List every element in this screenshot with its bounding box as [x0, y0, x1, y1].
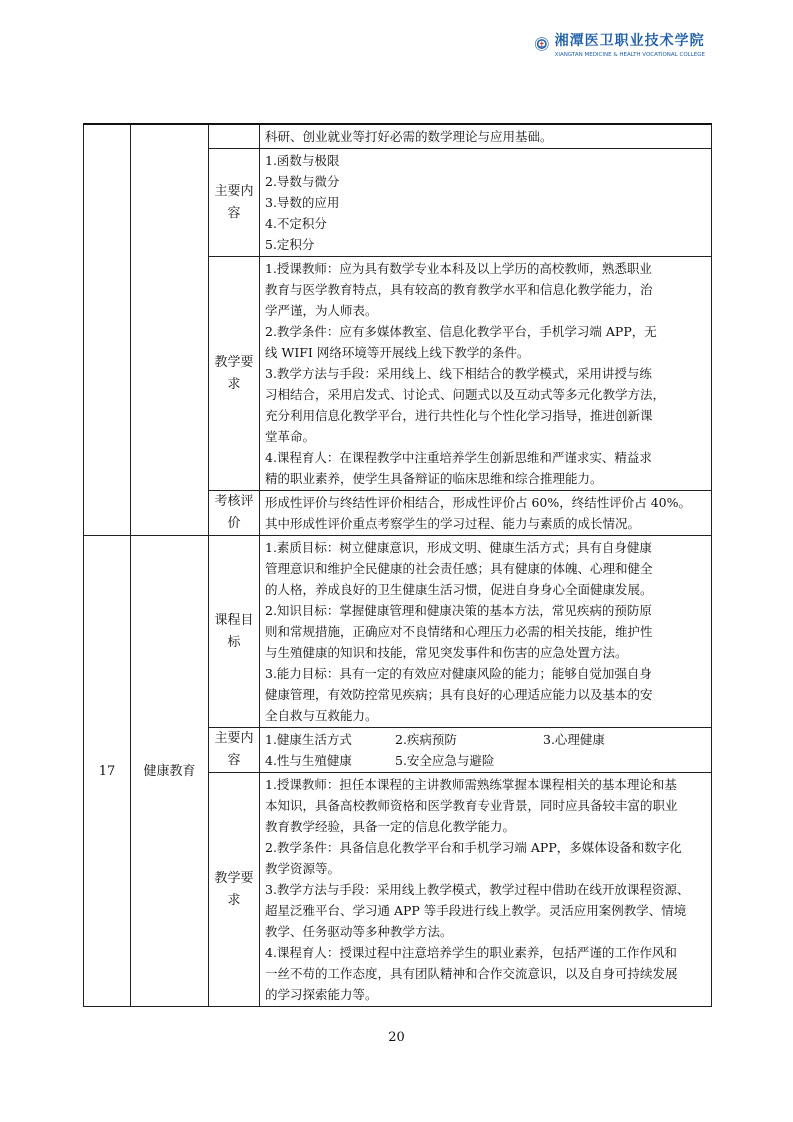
text-line: 3.能力目标：具有一定的有效应对健康风险的能力；能够自觉加强自身	[265, 666, 652, 681]
content-row-1	[265, 729, 706, 750]
college-brand	[555, 30, 705, 58]
curriculum-table	[83, 123, 712, 1007]
list-item: 2.疾病预防	[395, 732, 457, 747]
page-header	[535, 18, 705, 70]
text-line: 2.知识目标：掌握健康管理和健康决策的基本方法，常见疾病的预防原	[265, 603, 652, 618]
text-line: 4.课程育人：授课过程中注意培养学生的职业素养，包括严谨的工作作风和	[265, 945, 677, 960]
requirements-label: 教学要求	[209, 773, 260, 1007]
table-row	[84, 124, 712, 149]
list-item: 2.导数与微分	[265, 174, 340, 189]
text-line: 2.教学条件：具备信息化教学平台和手机学习端 APP，多媒体设备和数字化	[265, 840, 682, 855]
text-line: 教学资源等。	[265, 861, 341, 876]
list-item: 5.定积分	[265, 237, 315, 252]
text-line: 4.课程育人：在课程教学中注重培养学生创新思维和严谨求实、精益求	[265, 450, 652, 465]
college-name-cn: 湘潭医卫职业技术学院	[554, 33, 705, 49]
assessment-label: 考核评价	[209, 491, 260, 536]
table-row	[84, 536, 712, 728]
text-line: 教育教学经验，具备一定的信息化教学能力。	[265, 819, 516, 834]
text-line: 本知识，具备高校教师资格和医学教育专业背景，同时应具备较丰富的职业	[265, 798, 678, 813]
goal-tail-text: 科研、创业就业等打好必需的数学理论与应用基础。	[265, 129, 553, 144]
text-line: 形成性评价与终结性评价相结合，形成性评价占 60%，终结性评价占 40%。	[265, 495, 692, 510]
text-line: 健康管理，有效防控常见疾病；具有良好的心理适应能力以及基本的安	[265, 687, 653, 702]
goal-label-cell-continued	[209, 124, 260, 149]
requirements-text-16	[260, 257, 712, 491]
text-line: 全自救与互救能力。	[265, 708, 378, 723]
list-item: 1.函数与极限	[265, 153, 340, 168]
list-item: 4.性与生殖健康	[265, 753, 352, 768]
college-name-en: XIANGTAN MEDICINE & HEALTH VOCATIONAL COLLEGE	[554, 52, 705, 58]
text-line: 充分利用信息化教学平台，进行共性化与个性化学习指导，推进创新课	[265, 408, 653, 423]
college-logo-icon	[535, 22, 549, 66]
content-label: 主要内容	[209, 149, 260, 257]
content-list-16	[260, 149, 712, 257]
text-line: 与生殖健康的知识和技能，常见突发事件和伤害的应急处置方法。	[265, 645, 628, 660]
page-number: 20	[388, 1030, 405, 1045]
text-line: 学严谨，为人师表。	[265, 303, 378, 318]
course-cell-16-continued	[131, 124, 209, 536]
text-line: 1.素质目标：树立健康意识，形成文明、健康生活方式；具有自身健康	[265, 540, 652, 555]
text-line: 管理意识和维护全民健康的社会责任感；具有健康的体魄、心理和健全	[265, 561, 653, 576]
text-line: 线 WIFI 网络环境等开展线上线下教学的条件。	[265, 345, 530, 360]
course-name: 健康教育	[131, 536, 209, 1007]
goal-label: 课程目标	[209, 536, 260, 728]
text-line: 教育与医学教育特点，具有较高的教育教学水平和信息化教学能力，治	[265, 282, 653, 297]
requirements-label: 教学要求	[209, 257, 260, 491]
content-row-2	[265, 750, 706, 771]
number-cell-16-continued	[84, 124, 131, 536]
text-line: 3.教学方法与手段：采用线上教学模式，教学过程中借助在线开放课程资源、	[265, 882, 690, 897]
list-item: 5.安全应急与避险	[395, 753, 495, 768]
assessment-text	[260, 491, 712, 536]
text-line: 一丝不苟的工作态度，具有团队精神和合作交流意识，以及自身可持续发展	[265, 966, 678, 981]
text-line: 超星泛雅平台、学习通 APP 等手段进行线上教学。灵活应用案例教学、情境	[265, 903, 687, 918]
goal-tail-cell	[260, 124, 712, 149]
text-line: 2.教学条件：应有多媒体教室、信息化教学平台，手机学习端 APP，无	[265, 324, 657, 339]
content-list-17	[260, 728, 712, 773]
content-label: 主要内容	[209, 728, 260, 773]
course-number: 17	[84, 536, 131, 1007]
text-line: 1.授课教师：应为具有数学专业本科及以上学历的高校教师，熟悉职业	[265, 261, 652, 276]
text-line: 的学习探索能力等。	[265, 987, 378, 1002]
requirements-text-17	[260, 773, 712, 1007]
text-line: 堂革命。	[265, 429, 316, 444]
text-line: 精的职业素养，使学生具备辩证的临床思维和综合推理能力。	[265, 471, 603, 486]
text-line: 其中形成性评价重点考察学生的学习过程、能力与素质的成长情况。	[265, 516, 641, 531]
text-line: 习相结合，采用启发式、讨论式、问题式以及互动式等多元化教学方法，	[265, 387, 666, 402]
text-line: 则和常规措施，正确应对不良情绪和心理压力必需的相关技能，维护性	[265, 624, 653, 639]
text-line: 教学、任务驱动等多种教学方法。	[265, 924, 453, 939]
text-line: 3.教学方法与手段：采用线上、线下相结合的教学模式，采用讲授与练	[265, 366, 652, 381]
text-line: 1.授课教师：担任本课程的主讲教师需熟练掌握本课程相关的基本理论和基	[265, 777, 677, 792]
list-item: 4.不定积分	[265, 216, 327, 231]
text-line: 的人格，养成良好的卫生健康生活习惯，促进自身身心全面健康发展。	[265, 582, 653, 597]
list-item: 3.导数的应用	[265, 195, 340, 210]
goal-text-17	[260, 536, 712, 728]
list-item: 3.心理健康	[543, 732, 605, 747]
list-item: 1.健康生活方式	[265, 732, 352, 747]
